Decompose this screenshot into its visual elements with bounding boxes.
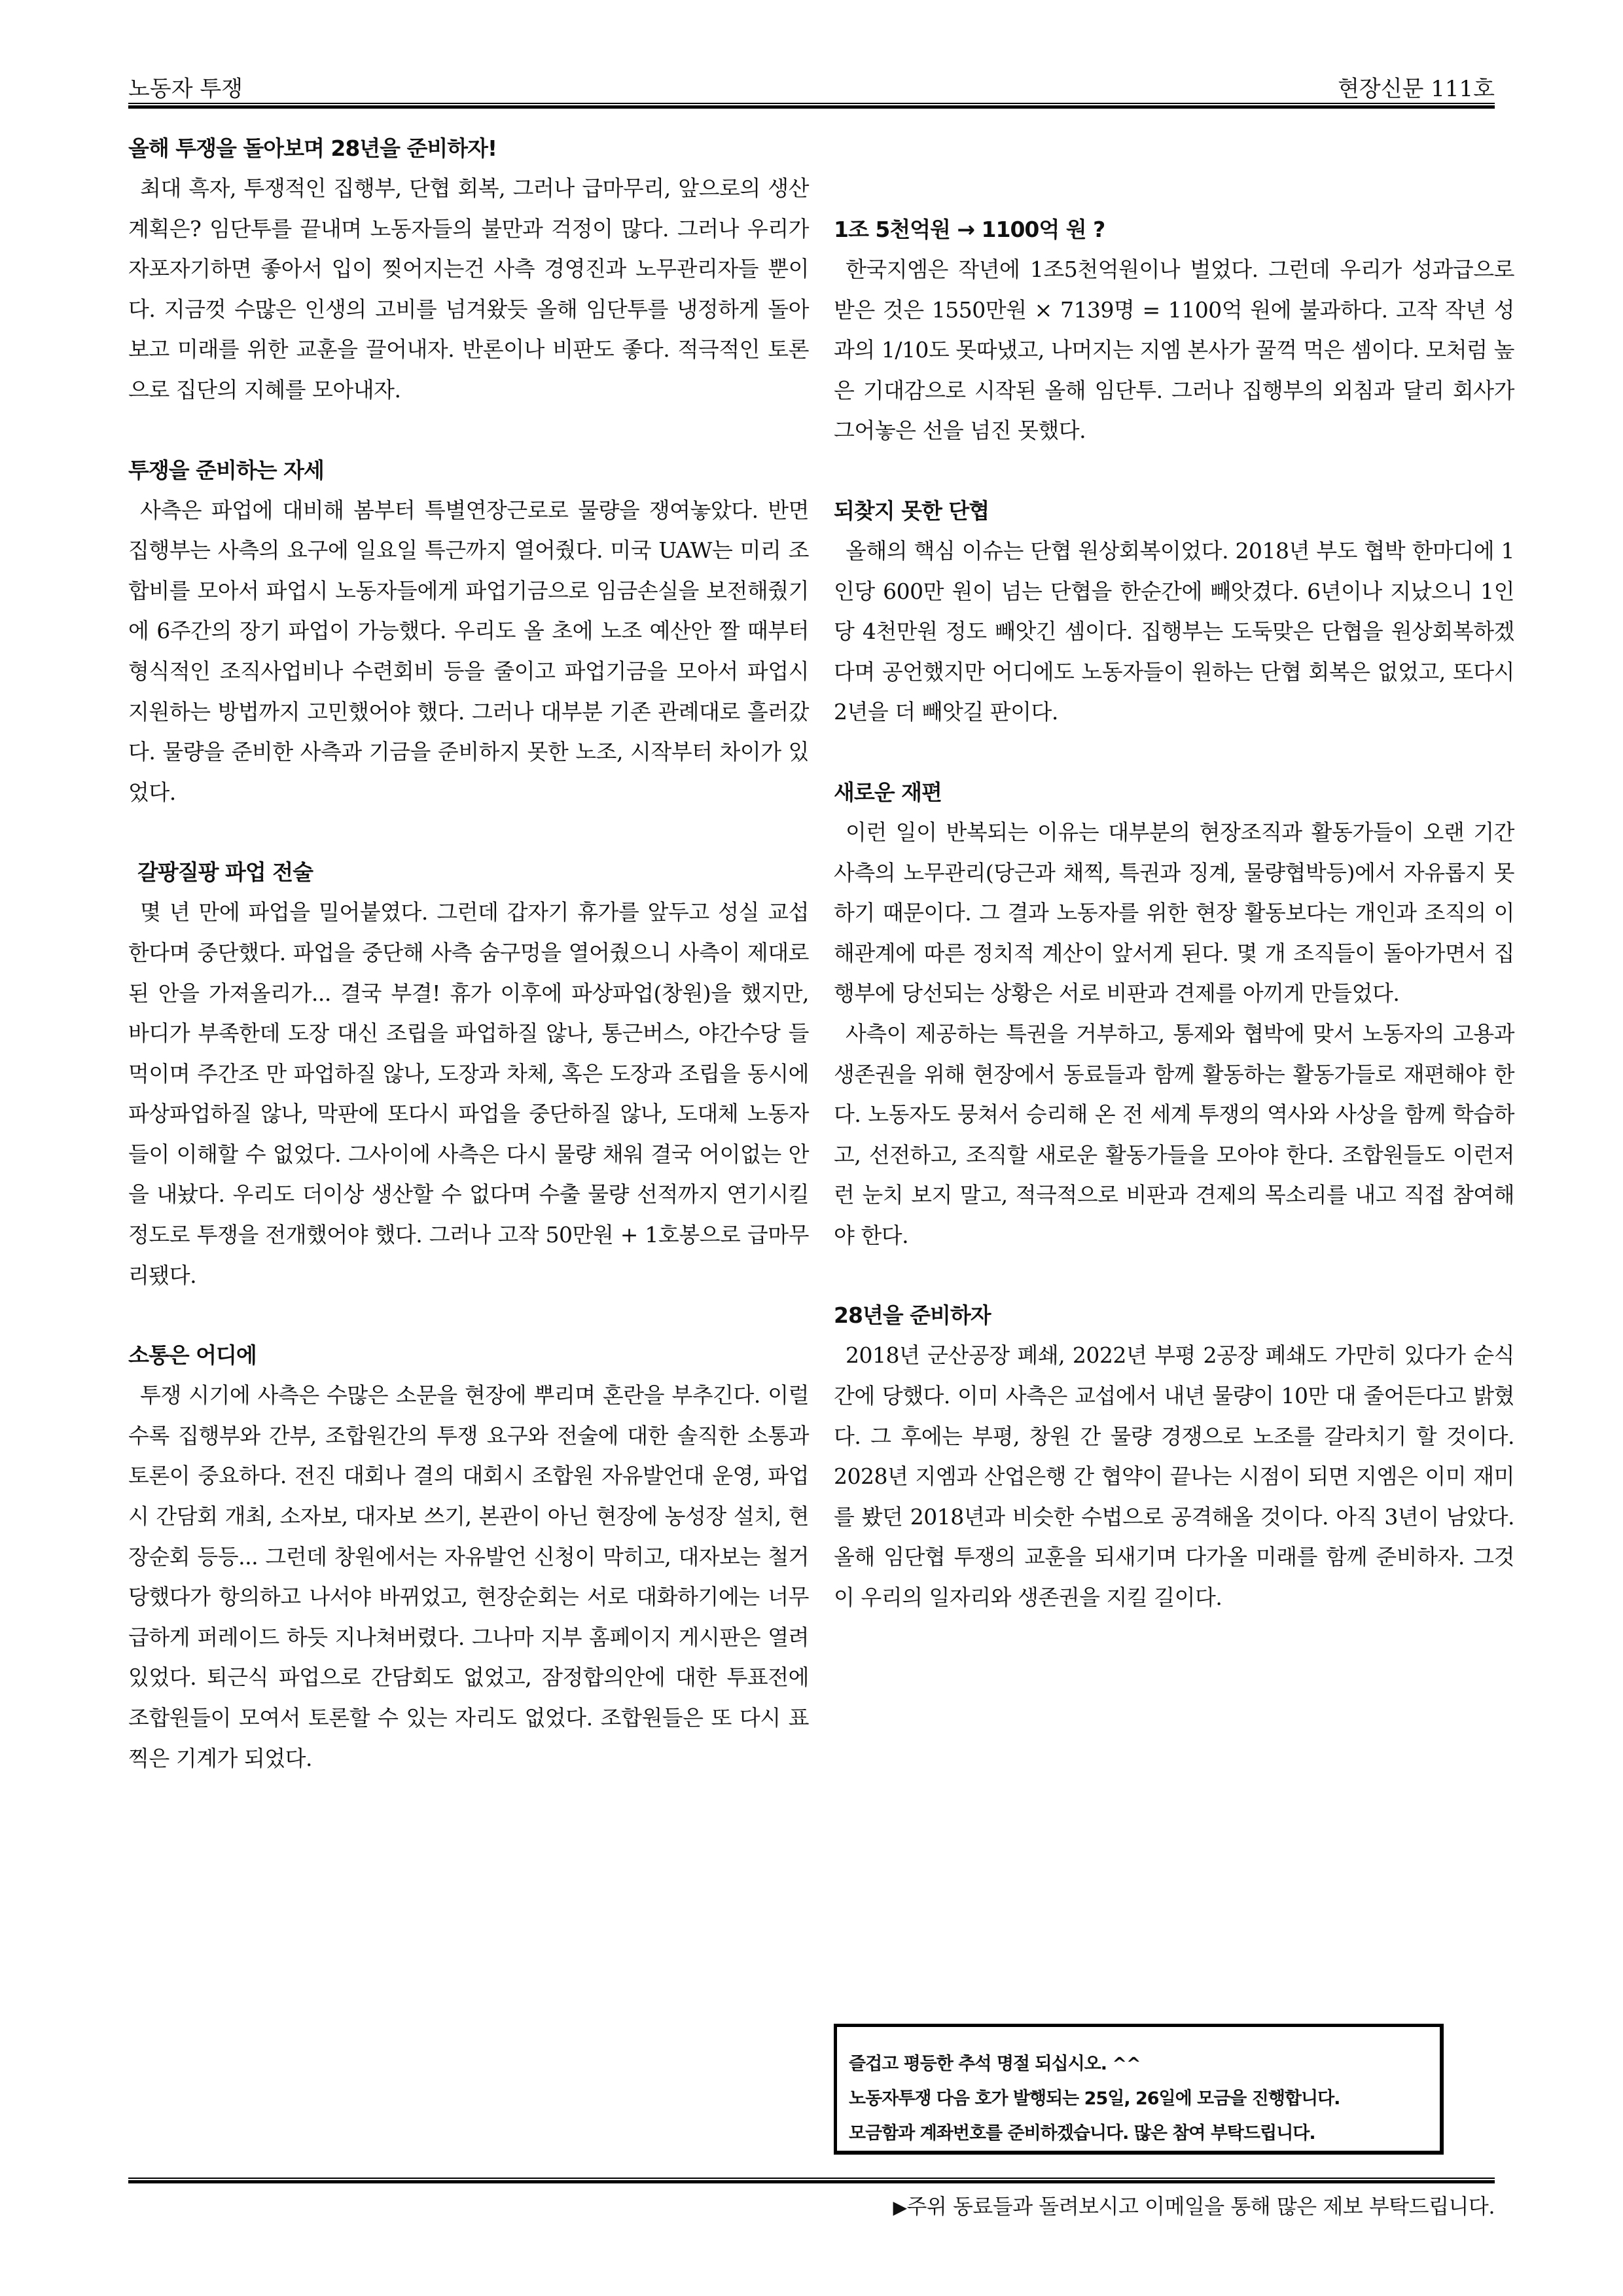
article-section-strike-tactics xyxy=(128,852,809,1295)
footer-note xyxy=(893,2190,1495,2220)
notice-line: 노동자투쟁 다음 호가 발행되는 25일, 26일에 모금을 진행합니다. xyxy=(849,2089,1340,2109)
header-rule-thin xyxy=(128,103,1495,104)
issue-number: 현장신문 111호 xyxy=(1338,76,1495,102)
notice-box xyxy=(834,2024,1444,2155)
footer-rule-thin xyxy=(128,2178,1495,2179)
section-heading: 되찾지 못한 단협 xyxy=(834,497,990,524)
header-rule-thick xyxy=(128,105,1495,109)
footer-text: 주위 동료들과 돌려보시고 이메일을 통해 많은 제보 부탁드립니다. xyxy=(906,2194,1495,2219)
page-header xyxy=(128,71,1495,110)
section-paragraph: 한국지엠은 작년에 1조5천억원이나 벌었다. 그런데 우리가 성과급으로 받은 것은 1550만원 × 7139명 = 1100억 원에 불과하다. 고작 작년 성과의 1/10도 못따냈고, 나머지는 지엠 본사가 꿀꺽 먹은 셈이다. 모처럼 높은 기대감으로 시작된 올해 임단투. 그러나 집행부의 외침과 달리 회사가 그어놓은 선을 넘진 못했다. xyxy=(834,257,1514,444)
section-heading: 갈팡질팡 파업 전술 xyxy=(137,859,313,886)
article-section-main xyxy=(128,128,809,410)
section-heading: 투쟁을 준비하는 자세 xyxy=(128,457,324,483)
section-heading: 1조 5천억원 → 1100억 원 ? xyxy=(834,217,1105,242)
section-paragraph: 올해의 핵심 이슈는 단협 원상회복이었다. 2018년 부도 협박 한마디에 1인당 600만 원이 넘는 단협을 한순간에 빼앗겼다. 6년이나 지났으니 1인당 4천만원 정도 빼앗긴 셈이다. 집행부는 도둑맞은 단협을 원상회복하겠다며 공언했지만 어디에도 노동자들이 원하는 단협 회복은 없었고, 또다시 2년을 더 빼앗길 판이다. xyxy=(834,537,1514,725)
notice-line: 모금함과 계좌번호를 준비하겠습니다. 많은 참여 부탁드립니다. xyxy=(849,2123,1315,2144)
article-section-collective-agreement xyxy=(834,491,1514,732)
section-heading: 올해 투쟁을 돌아보며 28년을 준비하자! xyxy=(128,135,497,161)
section-paragraph: 사측이 제공하는 특권을 거부하고, 통제와 협박에 맞서 노동자의 고용과 생존권을 위해 현장에서 동료들과 함께 활동하는 활동가들로 재편해야 한다. 노동자도 뭉쳐서 승리해 온 전 세계 투쟁의 역사와 사상을 함께 학습하고, 선전하고, 조직할 새로운 활동가들을 모아야 한다. 조합원들도 이런저런 눈치 보지 말고, 적극적으로 비판과 견제의 목소리를 내고 직접 참여해야 한다. xyxy=(834,1020,1514,1248)
section-heading: 28년을 준비하자 xyxy=(834,1302,991,1329)
section-heading: 소통은 어디에 xyxy=(128,1342,257,1369)
right-column xyxy=(834,169,1514,1618)
article-section-reorganization xyxy=(834,772,1514,1256)
section-paragraph: 몇 년 만에 파업을 밀어붙였다. 그런데 갑자기 휴가를 앞두고 성실 교섭 한다며 중단했다. 파업을 중단해 사측 숨구멍을 열어줬으니 사측이 제대로 된 안을 가져올리가... 결국 부결! 휴가 이후에 파상파업(창원)을 했지만, 바디가 부족한데 도장 대신 조립을 파업하질 않나, 통근버스, 야간수당 들먹이며 주간조 만 파업하질 않나, 도장과 차체, 혹은 도장과 조립을 동시에 파상파업하질 않나, 막판에 또다시 파업을 중단하질 않나, 도대체 노동자들이 이해할 수 없었다. 그사이에 사측은 다시 물량 채워 결국 어이없는 안을 내놨다. 우리도 더이상 생산할 수 없다며 수출 물량 선적까지 연기시킬 정도로 투쟁을 전개했어야 했다. 그러나 고작 50만원 + 1호봉으로 급마무리됐다. xyxy=(128,899,809,1288)
publication-name: 노동자 투쟁 xyxy=(128,76,243,102)
section-paragraph: 2018년 군산공장 폐쇄, 2022년 부평 2공장 폐쇄도 가만히 있다가 순식간에 당했다. 이미 사측은 교섭에서 내년 물량이 10만 대 줄어든다고 밝혔다. 그 후에는 부평, 창원 간 물량 경쟁으로 노조를 갈라치기 할 것이다. 2028년 지엠과 산업은행 간 협약이 끝나는 시점이 되면 지엠은 이미 재미를 봤던 2018년과 비슷한 수법으로 공격해올 것이다. 아직 3년이 남았다. 올해 임단협 투쟁의 교훈을 되새기며 다가올 미래를 함께 준비하자. 그것이 우리의 일자리와 생존권을 지킬 길이다. xyxy=(834,1342,1514,1611)
article-section-prepare-2028 xyxy=(834,1295,1514,1617)
section-paragraph: 사측은 파업에 대비해 봄부터 특별연장근로로 물량을 쟁여놓았다. 반면 집행부는 사측의 요구에 일요일 특근까지 열어줬다. 미국 UAW는 미리 조합비를 모아서 파업시 노동자들에게 파업기금으로 임금손실을 보전해줬기에 6주간의 장기 파업이 가능했다. 우리도 올 초에 노조 예산안 짤 때부터 형식적인 조직사업비나 수련회비 등을 줄이고 파업기금을 모아서 파업시 지원하는 방법까지 고민했어야 했다. 그러나 대부분 기존 관례대로 흘러갔다. 물량을 준비한 사측과 기금을 준비하지 못한 노조, 시작부터 차이가 있었다. xyxy=(128,497,809,805)
triangle-right-icon: ▶ xyxy=(893,2197,907,2218)
article-section-preparation xyxy=(128,450,809,813)
section-heading: 새로운 재편 xyxy=(834,779,942,805)
article-section-communication xyxy=(128,1335,809,1778)
section-paragraph: 최대 흑자, 투쟁적인 집행부, 단협 회복, 그러나 급마무리, 앞으로의 생산 계획은? 임단투를 끝내며 노동자들의 불만과 걱정이 많다. 그러나 우리가 자포자기하면 좋아서 입이 찢어지는건 사측 경영진과 노무관리자들 뿐이다. 지금껏 수많은 인생의 고비를 넘겨왔듯 올해 임단투를 냉정하게 돌아보고 미래를 위한 교훈을 끌어내자. 반론이나 비판도 좋다. 적극적인 토론으로 집단의 지혜를 모아내자. xyxy=(128,175,809,403)
article-section-bonus xyxy=(834,209,1514,451)
section-paragraph: 이런 일이 반복되는 이유는 대부분의 현장조직과 활동가들이 오랜 기간 사측의 노무관리(당근과 채찍, 특권과 징계, 물량협박등)에서 자유롭지 못하기 때문이다. 그 결과 노동자를 위한 현장 활동보다는 개인과 조직의 이해관계에 따른 정치적 계산이 앞서게 된다. 몇 개 조직들이 돌아가면서 집행부에 당선되는 상황은 서로 비판과 견제를 아끼게 만들었다. xyxy=(834,819,1514,1007)
section-paragraph: 투쟁 시기에 사측은 수많은 소문을 현장에 뿌리며 혼란을 부추긴다. 이럴수록 집행부와 간부, 조합원간의 투쟁 요구와 전술에 대한 솔직한 소통과 토론이 중요하다. 전진 대회나 결의 대회시 조합원 자유발언대 운영, 파업시 간담회 개최, 소자보, 대자보 쓰기, 본관이 아닌 현장에 농성장 설치, 현장순회 등등... 그런데 창원에서는 자유발언 신청이 막히고, 대자보는 철거당했다가 항의하고 나서야 바뀌었고, 현장순회는 서로 대화하기에는 너무 급하게 퍼레이드 하듯 지나쳐버렸다. 그나마 지부 홈페이지 게시판은 열려 있었다. 퇴근식 파업으로 간담회도 없었고, 잠정합의안에 대한 투표전에 조합원들이 모여서 토론할 수 있는 자리도 없었다. 조합원들은 또 다시 표 찍은 기계가 되었다. xyxy=(128,1382,809,1771)
notice-line: 즐겁고 평등한 추석 명절 되십시오. ^^ xyxy=(849,2054,1141,2074)
footer-rule-thick xyxy=(128,2180,1495,2183)
left-column xyxy=(128,128,809,1778)
